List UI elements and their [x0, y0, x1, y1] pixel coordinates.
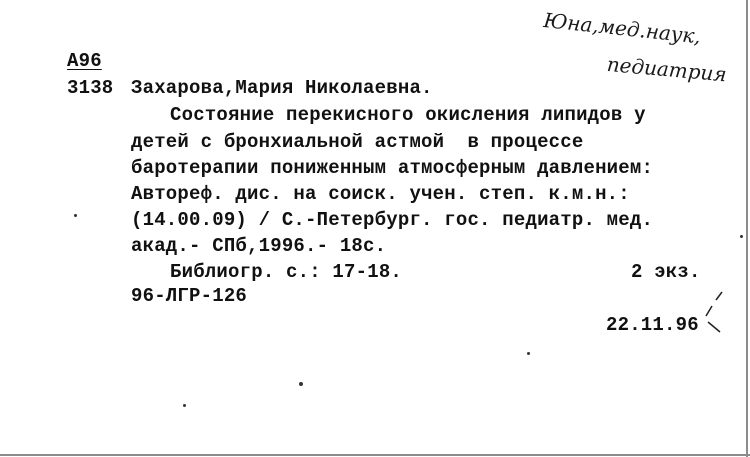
title-line: Автореф. дис. на соиск. учен. степ. к.м.н.: [131, 183, 630, 205]
scan-speck [183, 404, 186, 407]
scan-speck [527, 352, 530, 355]
author: Захарова,Мария Николаевна. [131, 77, 433, 99]
scan-speck [299, 382, 303, 386]
title-line: акад.- СПб,1996.- 18с. [131, 235, 387, 257]
scan-speck [740, 235, 743, 238]
scan-speck [74, 214, 77, 217]
title-line: (14.00.09) / С.-Петербург. гос. педиатр. мед. [131, 209, 654, 231]
shelfmark: А96 [67, 50, 102, 72]
copies-count: 2 экз. [631, 261, 701, 283]
title-line: Состояние перекисного окисления липидов у [170, 104, 646, 126]
title-line: баротерапии пониженным атмосферным давлением: [131, 157, 654, 179]
date-stamp: 22.11.96 [606, 314, 699, 336]
bibliography: Библиогр. с.: 17-18. [170, 261, 403, 283]
card-edge-bottom [0, 454, 750, 456]
card-number: 3138 [67, 77, 114, 99]
pen-mark-icon [700, 288, 730, 338]
title-line: детей с бронхиальной астмой в процессе [131, 131, 584, 153]
card-edge-right [746, 0, 748, 457]
acquisition-code: 96-ЛГР-126 [131, 285, 248, 307]
handwritten-note-line2: педиатрия [605, 52, 728, 87]
handwritten-note-line1: Юна,мед.наук, [542, 8, 702, 49]
